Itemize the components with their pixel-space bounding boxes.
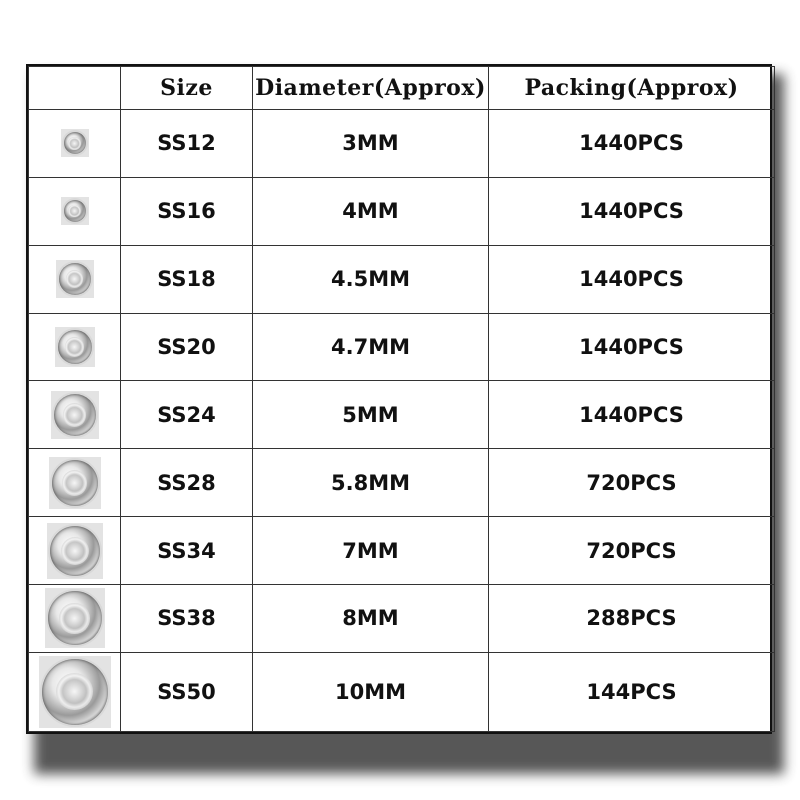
size-spec-table bbox=[28, 66, 775, 732]
table-row bbox=[29, 652, 775, 731]
size-cell: SS20 bbox=[121, 313, 253, 381]
diameter-cell: 5.8MM bbox=[253, 449, 489, 517]
packing-cell: 1440PCS bbox=[489, 110, 775, 178]
image-cell bbox=[29, 177, 121, 245]
packing-cell: 288PCS bbox=[489, 585, 775, 653]
table-row bbox=[29, 517, 775, 585]
image-cell bbox=[29, 110, 121, 178]
packing-cell: 720PCS bbox=[489, 517, 775, 585]
table-row bbox=[29, 110, 775, 178]
diameter-cell: 10MM bbox=[253, 652, 489, 731]
diameter-cell: 3MM bbox=[253, 110, 489, 178]
rhinestone-icon bbox=[59, 263, 91, 295]
image-cell bbox=[29, 585, 121, 653]
size-cell: SS38 bbox=[121, 585, 253, 653]
diameter-cell: 4MM bbox=[253, 177, 489, 245]
rhinestone-icon bbox=[52, 460, 98, 506]
header-size: Size bbox=[121, 67, 253, 110]
image-cell bbox=[29, 313, 121, 381]
packing-cell: 1440PCS bbox=[489, 245, 775, 313]
diameter-cell: 8MM bbox=[253, 585, 489, 653]
image-cell bbox=[29, 517, 121, 585]
rhinestone-icon bbox=[48, 591, 102, 645]
header-row bbox=[29, 67, 775, 110]
image-cell bbox=[29, 381, 121, 449]
table-row bbox=[29, 245, 775, 313]
rhinestone-icon bbox=[54, 394, 96, 436]
diameter-cell: 7MM bbox=[253, 517, 489, 585]
size-cell: SS12 bbox=[121, 110, 253, 178]
packing-cell: 1440PCS bbox=[489, 177, 775, 245]
table-row bbox=[29, 449, 775, 517]
size-cell: SS34 bbox=[121, 517, 253, 585]
diameter-cell: 5MM bbox=[253, 381, 489, 449]
table-row bbox=[29, 313, 775, 381]
spec-table-frame bbox=[26, 64, 772, 734]
packing-cell: 720PCS bbox=[489, 449, 775, 517]
image-cell bbox=[29, 652, 121, 731]
size-cell: SS16 bbox=[121, 177, 253, 245]
packing-cell: 144PCS bbox=[489, 652, 775, 731]
table-row bbox=[29, 381, 775, 449]
packing-cell: 1440PCS bbox=[489, 313, 775, 381]
rhinestone-icon bbox=[50, 526, 100, 576]
size-cell: SS24 bbox=[121, 381, 253, 449]
image-cell bbox=[29, 449, 121, 517]
size-cell: SS18 bbox=[121, 245, 253, 313]
table-row bbox=[29, 177, 775, 245]
image-cell bbox=[29, 245, 121, 313]
size-cell: SS28 bbox=[121, 449, 253, 517]
rhinestone-icon bbox=[58, 330, 92, 364]
rhinestone-icon bbox=[64, 200, 86, 222]
diameter-cell: 4.7MM bbox=[253, 313, 489, 381]
header-diameter: Diameter(Approx) bbox=[253, 67, 489, 110]
table-row bbox=[29, 585, 775, 653]
rhinestone-icon bbox=[64, 132, 86, 154]
rhinestone-icon bbox=[42, 659, 108, 725]
diameter-cell: 4.5MM bbox=[253, 245, 489, 313]
header-image bbox=[29, 67, 121, 110]
header-packing: Packing(Approx) bbox=[489, 67, 775, 110]
size-cell: SS50 bbox=[121, 652, 253, 731]
packing-cell: 1440PCS bbox=[489, 381, 775, 449]
